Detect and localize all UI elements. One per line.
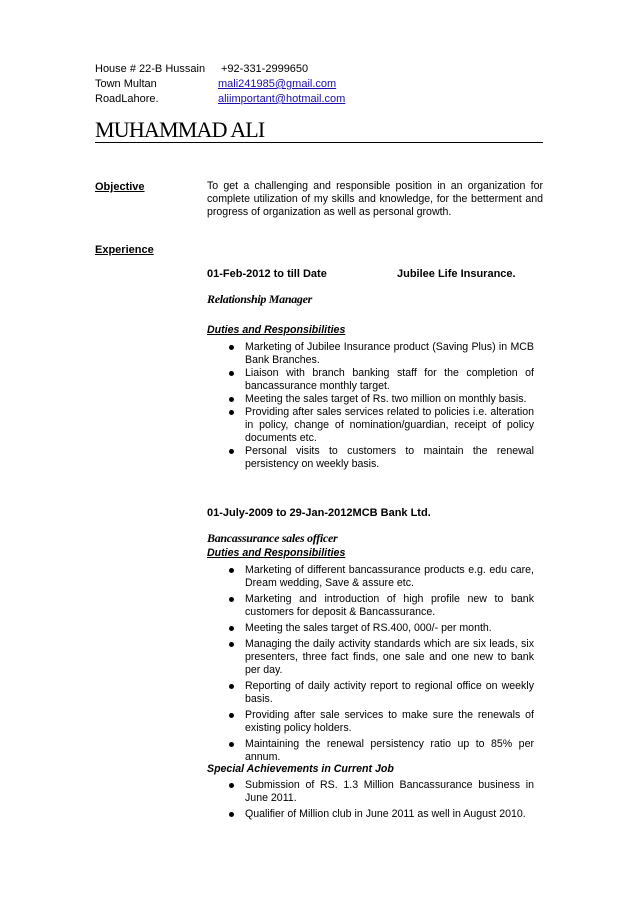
candidate-name: MUHAMMAD ALI — [95, 117, 265, 142]
list-item: Marketing of different bancassurance products e.g. edu care, Dream wedding, Save & assure etc. — [207, 564, 534, 590]
objective-heading: Objective — [95, 181, 145, 193]
list-item: Meeting the sales target of RS.400, 000/- per month. — [207, 622, 534, 635]
list-item: Submission of RS. 1.3 Million Bancassurance business in June 2011. — [207, 779, 534, 805]
list-item: Providing after sales services related to policies i.e. alteration in policy, change of nomination/guardian, receipt of policy documents etc. — [207, 406, 534, 445]
list-item: Marketing of Jubilee Insurance product (Saving Plus) in MCB Bank Branches. — [207, 341, 534, 367]
job1-dates: 01-Feb-2012 to till Date — [207, 268, 327, 280]
list-item: Liaison with branch banking staff for the completion of bancassurance monthly target. — [207, 367, 534, 393]
list-item: Marketing and introduction of high profile new to bank customers for deposit & Bancassurance. — [207, 593, 534, 619]
list-item: Providing after sale services to make sure the renewals of existing policy holders. — [207, 709, 534, 735]
email-link-hotmail[interactable]: aliimportant@hotmail.com — [218, 93, 346, 105]
job1-duties-list — [207, 341, 534, 471]
job2-duties-heading: Duties and Responsibilities — [207, 547, 346, 559]
job2-duties-list — [207, 564, 534, 767]
list-item: Managing the daily activity standards which are six leads, six presenters, three fact finds, one sale and one new to bank per day. — [207, 638, 534, 677]
objective-text: To get a challenging and responsible position in an organization for complete utilization of my skills and knowledge, for the betterment and progress of organization as well as personal growth. — [207, 180, 543, 218]
address-line: House # 22-B Hussain — [95, 63, 206, 75]
achievements-heading: Special Achievements in Current Job — [207, 763, 394, 775]
job2-title: Bancassurance sales officer — [207, 531, 338, 545]
phone-number: +92-331-2999650 — [221, 63, 309, 75]
list-item: Personal visits to customers to maintain the renewal persistency on weekly basis. — [207, 445, 534, 471]
list-item: Meeting the sales target of Rs. two million on monthly basis. — [207, 393, 534, 406]
email-link-gmail[interactable]: mali241985@gmail.com — [218, 78, 337, 90]
address-line: Town Multan — [95, 78, 157, 90]
list-item: Maintaining the renewal persistency ratio up to 85% per annum. — [207, 738, 534, 764]
job1-company: Jubilee Life Insurance. — [397, 268, 516, 280]
job2-dates-company: 01-July-2009 to 29-Jan-2012MCB Bank Ltd. — [207, 507, 431, 519]
contact-block — [218, 62, 345, 107]
address-block — [95, 62, 205, 107]
achievements-list — [207, 779, 534, 824]
job1-title: Relationship Manager — [207, 292, 313, 306]
list-item: Reporting of daily activity report to regional office on weekly basis. — [207, 680, 534, 706]
name-divider — [95, 142, 543, 143]
experience-heading: Experience — [95, 244, 154, 256]
address-line: RoadLahore. — [95, 93, 159, 105]
list-item: Qualifier of Million club in June 2011 as well in August 2010. — [207, 808, 534, 821]
job1-duties-heading: Duties and Responsibilities — [207, 324, 346, 336]
